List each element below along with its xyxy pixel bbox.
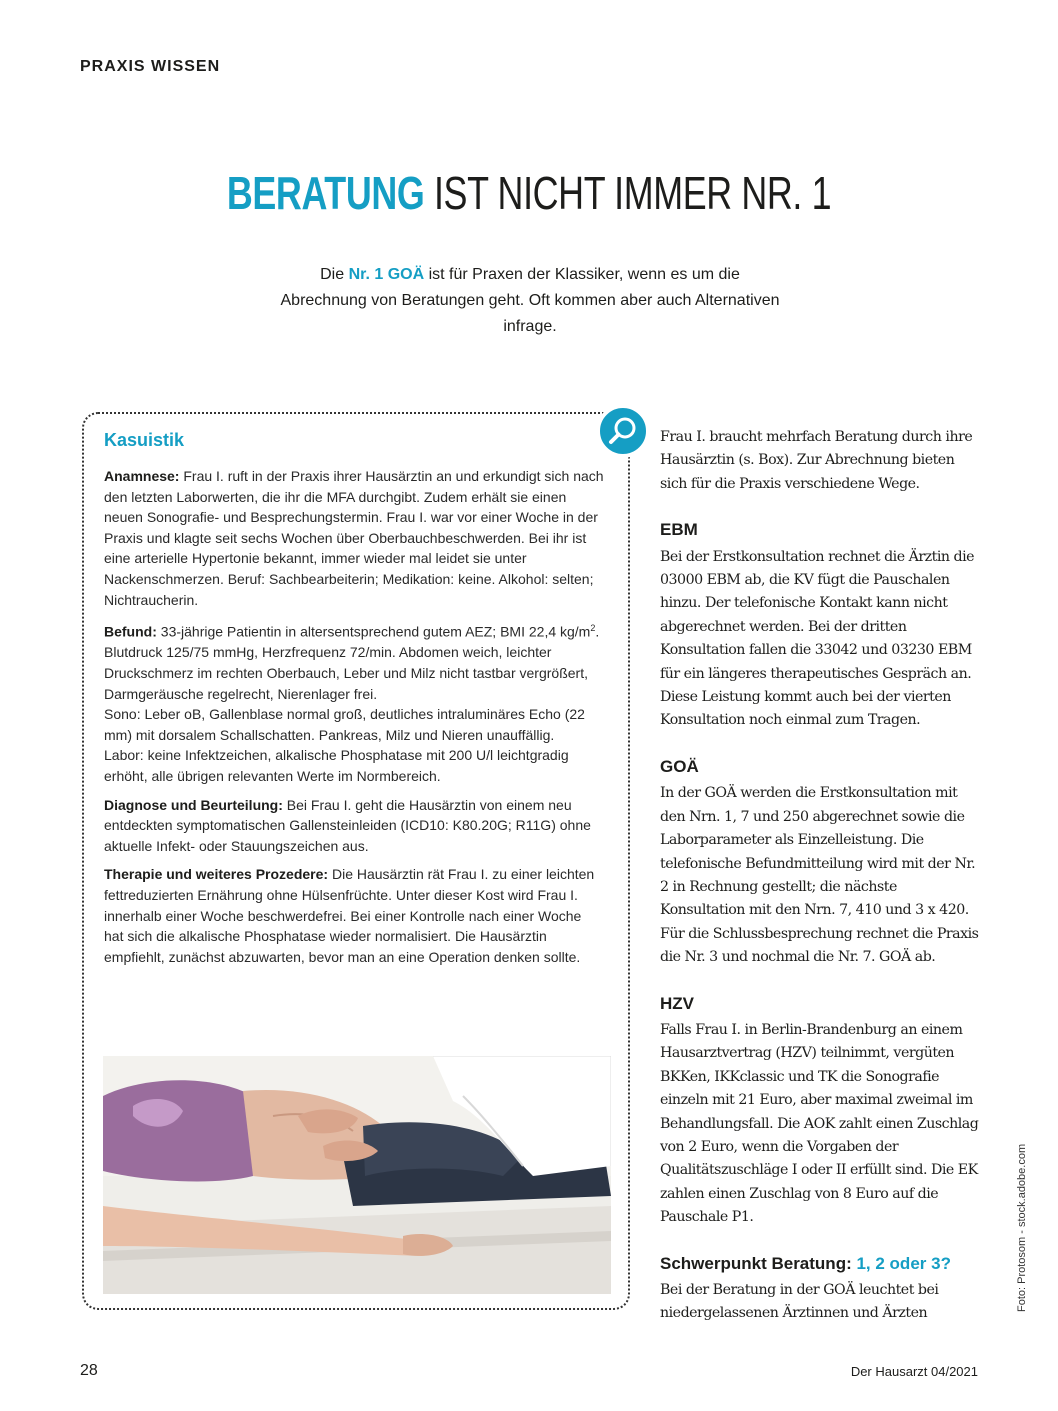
goae-text: In der GOÄ werden die Erstkonsultation mit den Nrn. 1, 7 und 250 abgerechnet sowie die Laborparameter als Einzelleistung. Die telefonische Befundmitteilung wird mit der Nr. 2 in Rechnung gestellt; die nächste Konsultation mit den Nrn. 7, 410 und 3 x 420. Für die Schlussbesprechung rechnet die Praxis die Nr. 3 und nochmal die Nr. 7. GOÄ ab.	[660, 785, 979, 966]
labor-text: Labor: keine Infektzeichen, alkalische Phosphatase mit 200 U/l leichtgradig erhöht, alle übrigen relevanten Werte im Normbereich.	[104, 747, 569, 784]
exam-photo	[103, 1056, 611, 1294]
therapie-paragraph	[104, 864, 604, 967]
page-title	[116, 166, 941, 220]
hzv-heading: HZV	[660, 993, 694, 1013]
hzv-text: Falls Frau I. in Berlin-Brandenburg an einem Hausarztvertrag (HZV) teilnimmt, vergüten BKKen, IKKclassic und TK die Sonografie einzeln mit 21 Euro, aber maximal zweimal im Behandlungsfall. Die AOK zahlt einen Zuschlag von 2 Euro, wenn die Vorgaben der Qualitätszuschläge I oder II erfüllt sind. Die EK zahlen einen Zuschlag von 8 Euro auf die Pauschale P1.	[660, 1021, 979, 1226]
lead-before: Die	[320, 266, 349, 283]
anamnese-label: Anamnese:	[104, 468, 180, 484]
goae-heading: GOÄ	[660, 756, 699, 776]
befund-text-2: . Blutdruck 125/75 mmHg, Herzfrequenz 72/min. Abdomen weich, leichter Druckschmerz im rechten Oberbauch, Leber und Milz nicht tastbar vergrößert, Darmgeräusche regelrecht, Nierenlager frei.	[104, 623, 600, 702]
therapie-text: Die Hausärztin rät Frau I. zu einer leichten fettreduzierten Ernährung ohne Hülsenfrüchte. Unter dieser Kost wird Frau I. innerhalb einer Woche beschwerdefrei. Bei einer Kontrolle nach einer Woche hat sich die alkalische Phosphatase wieder normalisiert. Die Hausärztin empfiehlt, zunächst abzuwarten, bevor man an eine Operation denken sollte.	[104, 866, 595, 965]
lead-paragraph	[280, 262, 780, 340]
diagnose-label: Diagnose und Beurteilung:	[104, 796, 283, 813]
befund-paragraph	[104, 618, 604, 786]
befund-superscript: 2	[590, 623, 596, 634]
sono-text: Sono: Leber oB, Gallenblase normal groß, deutliches intraluminäres Echo (22 mm) mit dorsalem Schallschatten. Pankreas, Milz und Nieren unauffällig.	[104, 706, 585, 743]
anamnese-text: Frau I. ruft in der Praxis ihrer Hausärztin an und erkundigt sich nach den letzten Laborwerten, die ihr die MFA durchgibt. Zudem erhält sie einen neuen Sonografie- und Besprechungstermin. Frau I. war vor einer Woche in der Praxis und klagte seit sechs Wochen über Oberbauchbeschwerden. Bei ihr ist eine arterielle Hypertonie bekannt, immer wieder mal leidet sie unter Nackenschmerzen. Beruf: Sachbearbeiterin; Medikation: keine. Alkohol: selten; Nichtraucherin.	[104, 468, 604, 608]
ebm-heading: EBM	[660, 520, 698, 540]
focus-heading-text: Schwerpunkt Beratung:	[660, 1253, 857, 1273]
title-accent: BERATUNG	[226, 167, 425, 219]
photo-credit: Foto: Protosom - stock.adobe.com	[1016, 1143, 1028, 1312]
therapie-label: Therapie und weiteres Prozedere:	[104, 866, 329, 883]
case-heading: Kasuistik	[104, 430, 185, 450]
article-intro: Frau I. braucht mehrfach Beratung durch ihre Hausärztin (s. Box). Zur Abrechnung bieten sich für die Praxis verschiedene Wege.	[660, 429, 973, 492]
ebm-text: Bei der Erstkonsultation rechnet die Ärztin die 03000 EBM ab, die KV fügt die Pauschalen hinzu. Der telefonische Kontakt kann nicht abgerechnet werden. Bei der dritten Konsultation fallen die 33042 und 03230 EBM für ein längeres therapeutisches Gespräch an. Diese Leistung kommt auch bei der vierten Konsultation noch einmal zum Tragen.	[660, 548, 975, 729]
befund-label: Befund:	[104, 623, 157, 640]
focus-heading	[660, 1252, 980, 1275]
magazine-footer: Der Hausarzt 04/2021	[850, 1364, 978, 1379]
lead-highlight: Nr. 1 GOÄ	[348, 266, 425, 283]
befund-text-1: 33-jährige Patientin in altersentsprechend gutem AEZ; BMI 22,4 kg/m	[156, 623, 591, 640]
diagnose-text: Bei Frau I. geht die Hausärztin von einem neu entdeckten symptomatischen Gallensteinleiden (ICD10: K80.20G; R11G) ohne aktuelle Infekt- oder Stauungszeichen aus.	[104, 796, 591, 854]
article-column	[660, 426, 980, 1326]
title-rest: IST NICHT IMMER NR. 1	[424, 167, 832, 219]
focus-heading-highlight: 1, 2 oder 3?	[856, 1253, 951, 1273]
diagnose-paragraph	[104, 795, 604, 857]
anamnese-paragraph	[104, 466, 604, 610]
page-number: 28	[80, 1362, 98, 1379]
case-body	[104, 466, 604, 975]
focus-text: Bei der Beratung in der GOÄ leuchtet bei niedergelassenen Ärztinnen und Ärzten	[660, 1282, 939, 1322]
search-icon	[596, 404, 650, 458]
section-label: PRAXIS WISSEN	[80, 58, 221, 75]
lead-after: ist für Praxen der Klassiker, wenn es um die Abrechnung von Beratungen geht. Oft kommen aber auch Alternativen infrage.	[280, 266, 780, 335]
